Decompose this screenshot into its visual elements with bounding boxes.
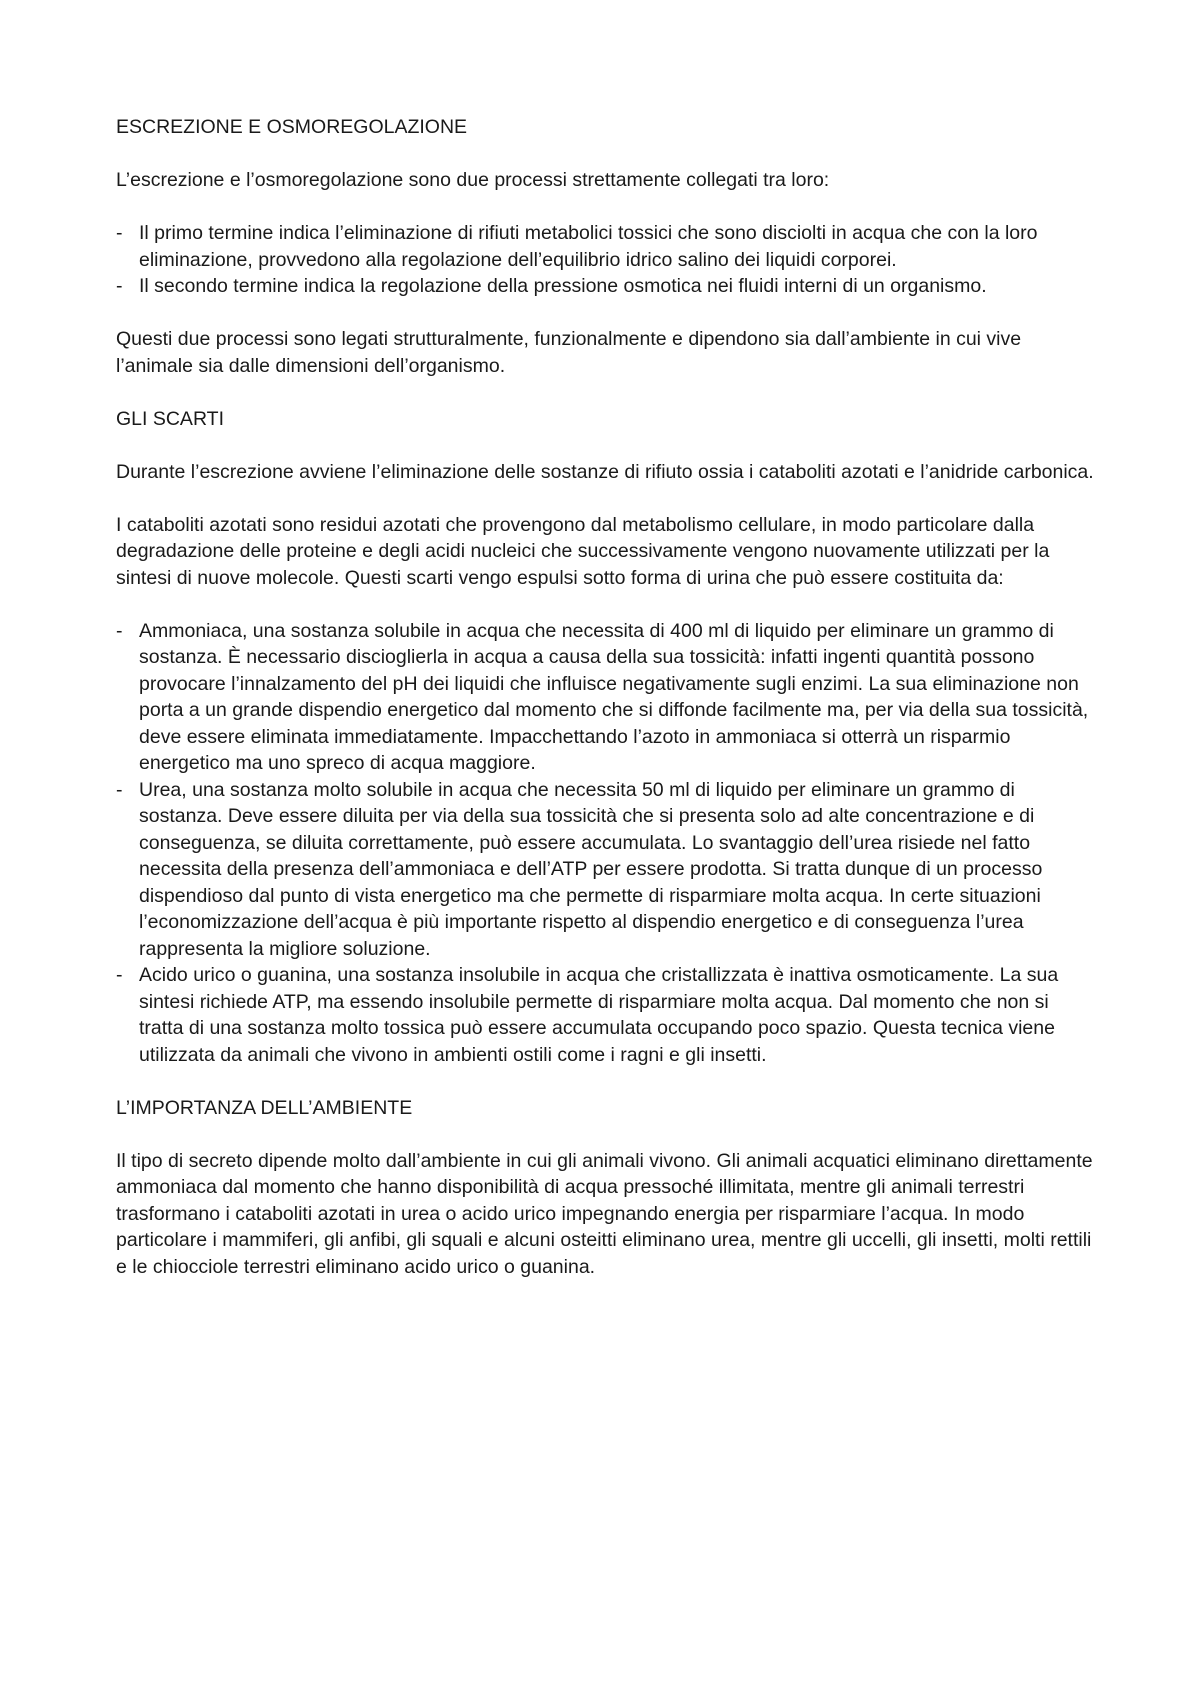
list-item (116, 962, 1096, 1068)
list-item (116, 220, 1096, 273)
body-paragraph: Questi due processi sono legati strutturalmente, funzionalmente e dipendono sia dall’ambiente in cui vive l’animale sia dalle dimensioni dell’organismo. (116, 328, 1022, 377)
intro-paragraph: L’escrezione e l’osmoregolazione sono due processi strettamente collegati tra loro: (116, 169, 830, 191)
scarti-list (116, 618, 1096, 1069)
dash-bullet: - (116, 222, 123, 244)
list-item-text: Urea, una sostanza molto solubile in acqua che necessita 50 ml di liquido per eliminare un grammo di sostanza. Deve essere diluita per via della sua tossicità che si presenta solo ad alte concentrazione e di conseguenza, se diluita correttamente, può essere accumulata. Lo svantaggio dell’urea risiede nel fatto necessita della presenza dell’ammoniaca e dell’ATP per essere prodotta. Si tratta dunque di un processo dispendioso dal punto di vista energetico ma che permette di risparmiare molta acqua. In certe situazioni l’economizzazione dell’acqua è più importante rispetto al dispendio energetico e di conseguenza l’urea rappresenta la migliore soluzione. (139, 778, 1043, 960)
section-heading-scarti: GLI SCARTI (116, 407, 225, 430)
list-item (116, 777, 1096, 963)
dash-bullet: - (116, 964, 123, 986)
dash-bullet: - (116, 619, 123, 642)
document-body (116, 114, 1096, 1280)
list-item-text: Il secondo termine indica la regolazione della pressione osmotica nei fluidi interni di un organismo. (139, 275, 987, 297)
list-item-text: Acido urico o guanina, una sostanza insolubile in acqua che cristallizzata è inattiva osmoticamente. La sua sintesi richiede ATP, ma essendo insolubile permette di risparmiare molta acqua. Dal momento che non si tratta di una sostanza molto tossica può essere accumulata occupando poco spazio. Questa tecnica viene utilizzata da animali che vivono in ambienti ostili come i ragni e gli insetti. (139, 964, 1059, 1066)
list-item-text: Ammoniaca, una sostanza solubile in acqua che necessita di 400 ml di liquido per eliminare un grammo di sostanza. È necessario discioglierla in acqua a causa della sua tossicità: infatti ingenti quantità possono provocare l’innalzamento del pH dei liquidi che influisce negativamente sugli enzimi. La sua eliminazione non porta a un grande dispendio energetico dal momento che si diffonde facilmente ma, per via della sua tossicità, deve essere eliminata immediatamente. Impacchettando l’azoto in ammoniaca si otterrà un risparmio energetico ma uno spreco di acqua maggiore. (139, 619, 1089, 774)
list-item (116, 618, 1096, 777)
dash-bullet: - (116, 275, 123, 297)
body-paragraph: I cataboliti azotati sono residui azotati che provengono dal metabolismo cellulare, in modo particolare dalla degradazione delle proteine e degli acidi nucleici che successivamente vengono nuovamente utilizzati per la sintesi di nuove molecole. Questi scarti vengo espulsi sotto forma di urina che può essere costituita da: (116, 513, 1050, 589)
section-heading-ambiente: L’IMPORTANZA DELL’AMBIENTE (116, 1096, 413, 1119)
body-paragraph: Durante l’escrezione avviene l’eliminazione delle sostanze di rifiuto ossia i cataboliti azotati e l’anidride carbonica. (116, 460, 1094, 483)
list-item (116, 273, 1096, 300)
list-item-text: Il primo termine indica l’eliminazione di rifiuti metabolici tossici che sono disciolti in acqua che con la loro eliminazione, provvedono alla regolazione dell’equilibrio idrico salino dei liquidi corporei. (139, 222, 1038, 271)
dash-bullet: - (116, 778, 123, 801)
body-paragraph: Il tipo di secreto dipende molto dall’ambiente in cui gli animali vivono. Gli animali acquatici eliminano direttamente ammoniaca dal momento che hanno disponibilità di acqua pressoché illimitata, mentre gli animali terrestri trasformano i cataboliti azotati in urea o acido urico impegnando energia per risparmiare l’acqua. In modo particolare i mammiferi, gli anfibi, gli squali e alcuni osteitti eliminano urea, mentre gli uccelli, gli insetti, molti rettili e le chiocciole terrestri eliminano acido urico o guanina. (116, 1149, 1093, 1278)
definitions-list (116, 220, 1096, 300)
document-title: ESCREZIONE E OSMOREGOLAZIONE (116, 116, 468, 138)
